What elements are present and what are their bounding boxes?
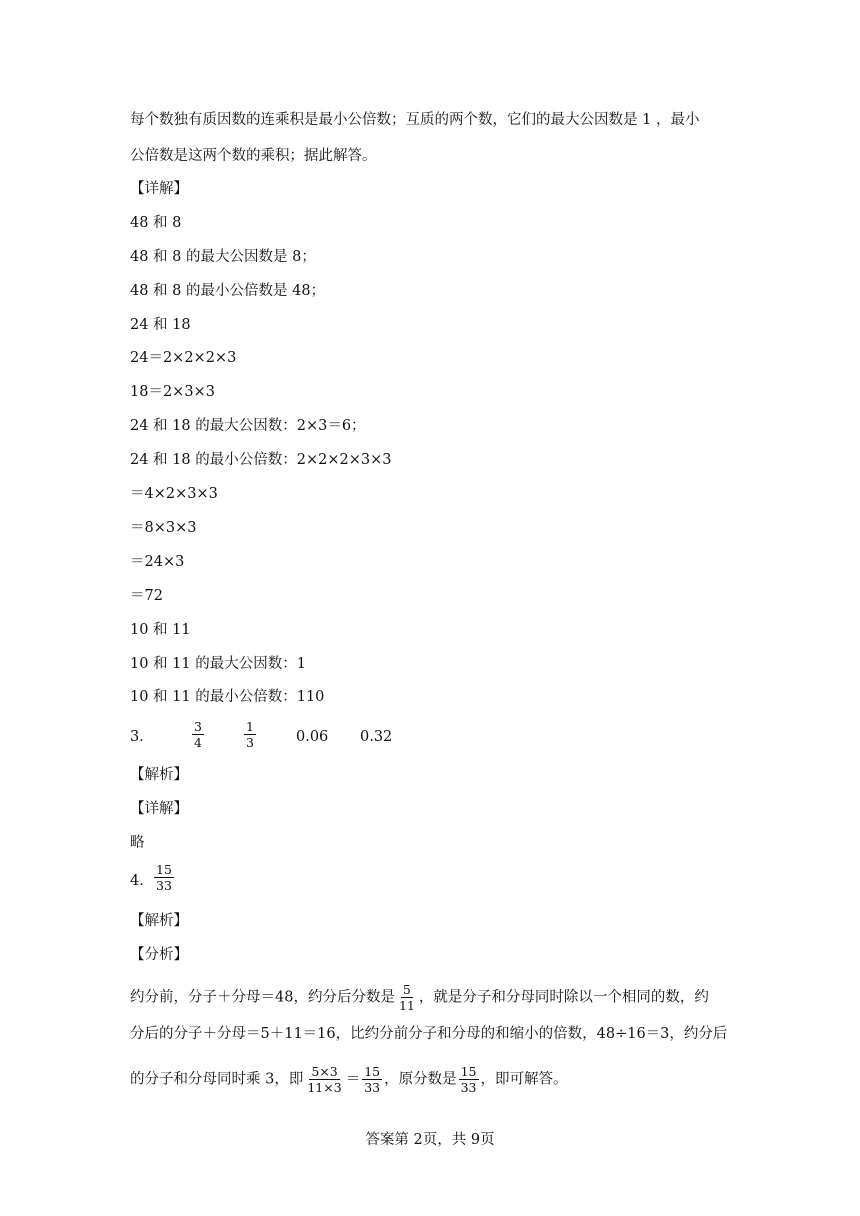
text-line: ＝4×2×3×3 [130, 486, 218, 502]
text-line: ＝8×3×3 [130, 520, 197, 536]
fraction [305, 1064, 343, 1095]
text-line: ＝24×3 [130, 554, 185, 570]
decimal-answer: 0.32 [360, 729, 393, 745]
analysis-text: 的分子和分母同时乘 3，即 [130, 1071, 304, 1088]
text-line: 略 [130, 835, 145, 851]
numerator: 15 [156, 862, 172, 877]
text-line: 每个数独有质因数的连乘积是最小公倍数；互质的两个数，它们的最大公因数是 1 ，最小 [130, 112, 700, 128]
equals-sign: ＝ [345, 1071, 361, 1088]
section-heading: 【解析】 [130, 767, 188, 783]
decimal-answer: 0.06 [296, 729, 329, 745]
text-line: 18＝2×3×3 [130, 384, 215, 400]
section-heading: 【详解】 [130, 801, 188, 817]
text-line: 10 和 11 的最小公倍数：110 [130, 689, 325, 705]
text-line: 24 和 18 [130, 317, 191, 333]
text-line: 24＝2×2×2×3 [130, 350, 237, 366]
fraction-answer [154, 862, 174, 893]
analysis-text: ，即可解答。 [480, 1071, 568, 1088]
question-number: 3． [130, 729, 154, 745]
section-heading: 【解析】 [130, 913, 188, 929]
denominator: 33 [364, 1080, 381, 1095]
text-line: 10 和 11 的最大公因数：1 [130, 656, 306, 672]
numerator: 3 [194, 719, 202, 734]
analysis-line [130, 1064, 568, 1095]
analysis-text: 约分前，分子＋分母＝48，约分后分数是 [130, 989, 395, 1006]
numerator: 1 [246, 719, 254, 734]
question-number: 4． [130, 873, 154, 889]
analysis-text: ，原分数是 [384, 1071, 457, 1088]
analysis-line: 分后的分子＋分母＝5＋11＝16，比约分前分子和分母的和缩小的倍数，48÷16＝3，约分后 [130, 1026, 728, 1042]
page-footer: 答案第 2页，共 9页 [365, 1132, 495, 1148]
section-heading: 【分析】 [130, 947, 188, 963]
analysis-text: ，就是分子和分母同时除以一个相同的数，约 [418, 989, 709, 1006]
fraction [459, 1064, 479, 1095]
text-line: 10 和 11 [130, 622, 191, 638]
denominator: 11 [398, 998, 415, 1013]
fraction-answer [244, 719, 256, 750]
text-line: 24 和 18 的最大公因数：2×3＝6； [130, 418, 366, 434]
denominator: 3 [246, 735, 254, 750]
text-line: ＝72 [130, 588, 163, 604]
fraction [397, 982, 417, 1013]
denominator: 33 [156, 878, 172, 893]
section-heading: 【详解】 [130, 181, 188, 197]
text-line: 48 和 8 的最大公因数是 8； [130, 249, 316, 265]
numerator: 5 [402, 982, 411, 997]
fraction-answer [192, 719, 204, 750]
denominator: 4 [194, 735, 202, 750]
text-line: 公倍数是这两个数的乘积；据此解答。 [130, 148, 377, 164]
analysis-line [130, 982, 709, 1013]
fraction [362, 1064, 382, 1095]
text-line: 48 和 8 [130, 215, 182, 231]
text-line: 48 和 8 的最小公倍数是 48； [130, 283, 326, 299]
numerator: 5×3 [311, 1064, 338, 1079]
denominator: 33 [460, 1080, 477, 1095]
numerator: 15 [460, 1064, 477, 1079]
text-line: 24 和 18 的最小公倍数：2×2×2×3×3 [130, 452, 392, 468]
denominator: 11×3 [307, 1080, 342, 1095]
numerator: 15 [364, 1064, 381, 1079]
